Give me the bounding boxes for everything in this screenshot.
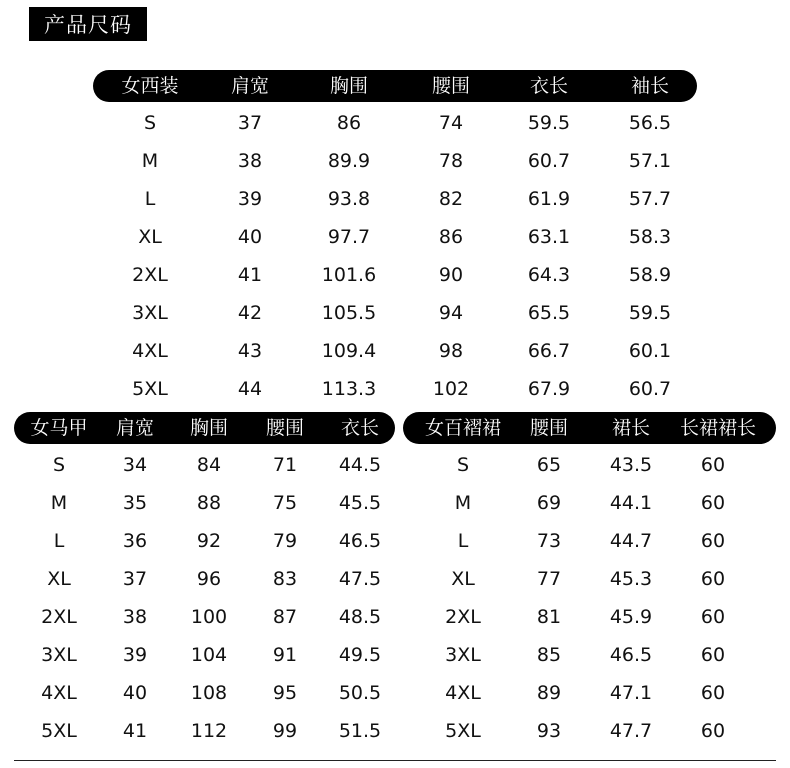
skirt-table-cell: 77 bbox=[536, 568, 562, 590]
vest-table-cell: 91 bbox=[272, 644, 298, 666]
vest-table-cell: 35 bbox=[122, 492, 148, 514]
vest-table-cell: 92 bbox=[196, 530, 222, 552]
blazer-table-cell: 42 bbox=[237, 302, 263, 324]
skirt-table-cell: 60 bbox=[700, 682, 726, 704]
blazer-table-cell: 74 bbox=[438, 112, 464, 134]
blazer-header-chest: 胸围 bbox=[329, 75, 369, 97]
skirt-table-cell: 60 bbox=[700, 492, 726, 514]
blazer-table-cell: 82 bbox=[438, 188, 464, 210]
skirt-table-cell: 46.5 bbox=[609, 644, 653, 666]
blazer-table-cell: 38 bbox=[237, 150, 263, 172]
blazer-table-cell: 65.5 bbox=[527, 302, 571, 324]
blazer-table-cell: 59.5 bbox=[628, 302, 672, 324]
vest-table-cell: 84 bbox=[196, 454, 222, 476]
vest-table-cell: 71 bbox=[272, 454, 298, 476]
skirt-header-product: 女百褶裙 bbox=[424, 417, 502, 439]
skirt-table-cell: 3XL bbox=[445, 644, 481, 666]
blazer-table-cell: 102 bbox=[432, 378, 470, 400]
blazer-table-cell: 5XL bbox=[132, 378, 168, 400]
vest-table-cell: 40 bbox=[122, 682, 148, 704]
vest-header-waist: 腰围 bbox=[265, 417, 305, 439]
vest-table-cell: 48.5 bbox=[338, 606, 382, 628]
vest-table-cell: 41 bbox=[122, 720, 148, 742]
vest-table-cell: 46.5 bbox=[338, 530, 382, 552]
vest-table-cell: 3XL bbox=[41, 644, 77, 666]
vest-header-length: 衣长 bbox=[340, 417, 380, 439]
skirt-table-cell: 4XL bbox=[445, 682, 481, 704]
vest-table-cell: 34 bbox=[122, 454, 148, 476]
skirt-table-cell: 85 bbox=[536, 644, 562, 666]
vest-table-cell: 44.5 bbox=[338, 454, 382, 476]
vest-table-cell: 100 bbox=[190, 606, 228, 628]
skirt-table-cell: 60 bbox=[700, 530, 726, 552]
vest-header-chest: 胸围 bbox=[189, 417, 229, 439]
blazer-table-cell: 40 bbox=[237, 226, 263, 248]
skirt-table-cell: 60 bbox=[700, 644, 726, 666]
vest-table-cell: 2XL bbox=[41, 606, 77, 628]
skirt-table-cell: M bbox=[454, 492, 472, 514]
vest-table-cell: 38 bbox=[122, 606, 148, 628]
skirt-table-header bbox=[403, 412, 776, 444]
blazer-table-cell: 86 bbox=[438, 226, 464, 248]
vest-table-cell: 5XL bbox=[41, 720, 77, 742]
blazer-table-cell: 60.7 bbox=[527, 150, 571, 172]
vest-table-cell: M bbox=[50, 492, 68, 514]
blazer-table-cell: 86 bbox=[336, 112, 362, 134]
skirt-table-cell: 60 bbox=[700, 720, 726, 742]
blazer-table-cell: 78 bbox=[438, 150, 464, 172]
blazer-table-cell: 60.1 bbox=[628, 340, 672, 362]
skirt-table-cell: 81 bbox=[536, 606, 562, 628]
blazer-table-header bbox=[93, 70, 697, 102]
vest-table-cell: 96 bbox=[196, 568, 222, 590]
blazer-table-cell: 3XL bbox=[132, 302, 168, 324]
blazer-table-cell: 101.6 bbox=[321, 264, 377, 286]
blazer-table-cell: 109.4 bbox=[321, 340, 377, 362]
blazer-table-cell: 2XL bbox=[132, 264, 168, 286]
skirt-table-cell: 47.1 bbox=[609, 682, 653, 704]
blazer-header-length: 衣长 bbox=[529, 75, 569, 97]
blazer-table-cell: 61.9 bbox=[527, 188, 571, 210]
skirt-header-long-length: 长裙裙长 bbox=[679, 417, 757, 439]
skirt-table-cell: 5XL bbox=[445, 720, 481, 742]
vest-table-cell: 39 bbox=[122, 644, 148, 666]
skirt-table-cell: XL bbox=[451, 568, 475, 590]
blazer-table-cell: 57.7 bbox=[628, 188, 672, 210]
blazer-table-cell: 67.9 bbox=[527, 378, 571, 400]
blazer-table-cell: 89.9 bbox=[327, 150, 371, 172]
skirt-table-cell: 69 bbox=[536, 492, 562, 514]
vest-table-cell: L bbox=[53, 530, 65, 552]
vest-table-cell: 95 bbox=[272, 682, 298, 704]
blazer-table-cell: 58.9 bbox=[628, 264, 672, 286]
blazer-header-shoulder: 肩宽 bbox=[230, 75, 270, 97]
vest-table-cell: 108 bbox=[190, 682, 228, 704]
blazer-table-cell: 66.7 bbox=[527, 340, 571, 362]
skirt-table-cell: 45.9 bbox=[609, 606, 653, 628]
vest-table-cell: 49.5 bbox=[338, 644, 382, 666]
blazer-table-cell: 94 bbox=[438, 302, 464, 324]
vest-table-cell: 4XL bbox=[41, 682, 77, 704]
blazer-table-cell: 57.1 bbox=[628, 150, 672, 172]
blazer-table-cell: 43 bbox=[237, 340, 263, 362]
vest-table-cell: 50.5 bbox=[338, 682, 382, 704]
blazer-table-cell: 63.1 bbox=[527, 226, 571, 248]
blazer-table-cell: 90 bbox=[438, 264, 464, 286]
vest-table-cell: 51.5 bbox=[338, 720, 382, 742]
skirt-table-cell: 60 bbox=[700, 606, 726, 628]
blazer-table-cell: 60.7 bbox=[628, 378, 672, 400]
blazer-table-cell: 41 bbox=[237, 264, 263, 286]
vest-table-cell: 36 bbox=[122, 530, 148, 552]
blazer-table-cell: 97.7 bbox=[327, 226, 371, 248]
skirt-table-cell: 2XL bbox=[445, 606, 481, 628]
vest-header-shoulder: 肩宽 bbox=[115, 417, 155, 439]
vest-table-cell: S bbox=[52, 454, 66, 476]
blazer-table-cell: 44 bbox=[237, 378, 263, 400]
vest-table-cell: 75 bbox=[272, 492, 298, 514]
blazer-table-cell: 37 bbox=[237, 112, 263, 134]
vest-header-product: 女马甲 bbox=[30, 417, 88, 439]
skirt-table-cell: L bbox=[457, 530, 469, 552]
blazer-table-cell: 59.5 bbox=[527, 112, 571, 134]
skirt-table-cell: 43.5 bbox=[609, 454, 653, 476]
vest-table-cell: 45.5 bbox=[338, 492, 382, 514]
blazer-table-cell: 105.5 bbox=[321, 302, 377, 324]
blazer-table-cell: 64.3 bbox=[527, 264, 571, 286]
skirt-table-cell: 93 bbox=[536, 720, 562, 742]
page-title: 产品尺码 bbox=[29, 7, 147, 41]
blazer-table-cell: L bbox=[144, 188, 156, 210]
blazer-table-cell: 93.8 bbox=[327, 188, 371, 210]
blazer-header-sleeve: 袖长 bbox=[630, 75, 670, 97]
blazer-table-cell: S bbox=[143, 112, 157, 134]
skirt-table-cell: 65 bbox=[536, 454, 562, 476]
vest-table-cell: 112 bbox=[190, 720, 228, 742]
vest-table-cell: 88 bbox=[196, 492, 222, 514]
skirt-table-cell: 45.3 bbox=[609, 568, 653, 590]
blazer-table-cell: 56.5 bbox=[628, 112, 672, 134]
blazer-header-product: 女西装 bbox=[121, 75, 179, 97]
skirt-table-cell: S bbox=[456, 454, 470, 476]
skirt-table-cell: 47.7 bbox=[609, 720, 653, 742]
vest-table-cell: 79 bbox=[272, 530, 298, 552]
skirt-table-cell: 60 bbox=[700, 568, 726, 590]
skirt-table-cell: 73 bbox=[536, 530, 562, 552]
blazer-table-cell: 98 bbox=[438, 340, 464, 362]
vest-table-cell: 37 bbox=[122, 568, 148, 590]
blazer-table-cell: 39 bbox=[237, 188, 263, 210]
skirt-table-cell: 89 bbox=[536, 682, 562, 704]
vest-table-cell: 47.5 bbox=[338, 568, 382, 590]
vest-table-cell: 99 bbox=[272, 720, 298, 742]
skirt-table-cell: 60 bbox=[700, 454, 726, 476]
blazer-header-waist: 腰围 bbox=[431, 75, 471, 97]
bottom-divider bbox=[14, 760, 776, 761]
skirt-header-length: 裙长 bbox=[611, 417, 651, 439]
skirt-table-cell: 44.1 bbox=[609, 492, 653, 514]
vest-table-header bbox=[14, 412, 395, 444]
blazer-table-cell: M bbox=[141, 150, 159, 172]
vest-table-cell: 87 bbox=[272, 606, 298, 628]
vest-table-cell: 83 bbox=[272, 568, 298, 590]
blazer-table-cell: XL bbox=[138, 226, 162, 248]
vest-table-cell: XL bbox=[47, 568, 71, 590]
blazer-table-cell: 4XL bbox=[132, 340, 168, 362]
skirt-table-cell: 44.7 bbox=[609, 530, 653, 552]
skirt-header-waist: 腰围 bbox=[529, 417, 569, 439]
blazer-table-cell: 58.3 bbox=[628, 226, 672, 248]
vest-table-cell: 104 bbox=[190, 644, 228, 666]
blazer-table-cell: 113.3 bbox=[321, 378, 377, 400]
